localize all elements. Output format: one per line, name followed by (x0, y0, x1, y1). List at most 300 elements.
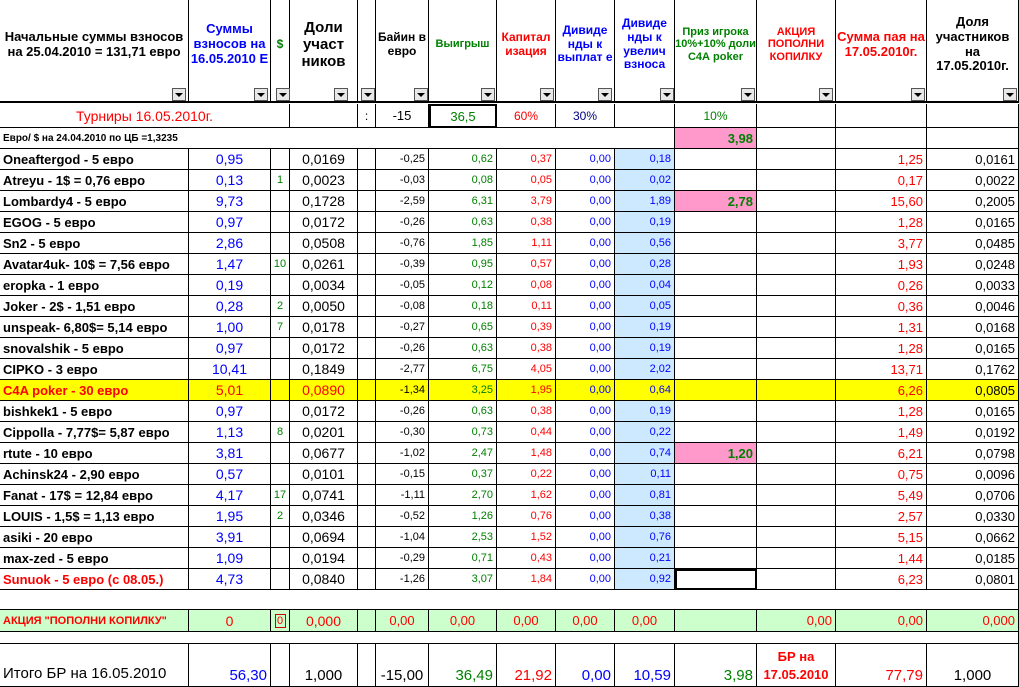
participant-cap[interactable]: 0,38 (497, 212, 556, 233)
participant-name[interactable]: Cippolla - 7,77$= 5,87 евро (0, 422, 189, 443)
participant-share[interactable]: 0,0101 (290, 464, 358, 485)
total-cap[interactable]: 21,92 (497, 644, 556, 687)
participant-divp[interactable]: 0,00 (556, 527, 615, 548)
participant-sum[interactable]: 0,95 (189, 149, 271, 170)
participant-name[interactable]: Achinsk24 - 2,90 евро (0, 464, 189, 485)
participant-name[interactable]: C4A poker - 30 евро (0, 380, 189, 401)
participant-sum[interactable]: 2,86 (189, 233, 271, 254)
participant-win[interactable]: 0,12 (429, 275, 497, 296)
participant-prize[interactable] (675, 380, 757, 401)
action-row-pay[interactable]: 0,00 (836, 610, 927, 632)
participant-cap[interactable]: 1,52 (497, 527, 556, 548)
participant-cap[interactable]: 1,84 (497, 569, 556, 590)
participant-nshare[interactable]: 0,0096 (927, 464, 1019, 485)
participant-nshare[interactable]: 0,0165 (927, 212, 1019, 233)
participant-divi[interactable]: 0,19 (615, 317, 675, 338)
participant-name[interactable]: EGOG - 5 евро (0, 212, 189, 233)
participant-nshare[interactable]: 0,0165 (927, 338, 1019, 359)
participant-divi[interactable]: 0,92 (615, 569, 675, 590)
participant-pay[interactable]: 1,28 (836, 338, 927, 359)
participant-sum[interactable]: 0,97 (189, 338, 271, 359)
participant-prize[interactable] (675, 170, 757, 191)
participant-divi[interactable]: 0,81 (615, 485, 675, 506)
participant-divp[interactable]: 0,00 (556, 359, 615, 380)
participant-win[interactable]: 2,47 (429, 443, 497, 464)
participant-prize[interactable] (675, 149, 757, 170)
participant-win[interactable]: 1,26 (429, 506, 497, 527)
participant-usd[interactable] (271, 548, 290, 569)
participant-divi[interactable]: 0,18 (615, 149, 675, 170)
participant-divi[interactable]: 0,05 (615, 296, 675, 317)
participant-sum[interactable]: 1,13 (189, 422, 271, 443)
participant-sum[interactable]: 4,17 (189, 485, 271, 506)
participant-divp[interactable]: 0,00 (556, 191, 615, 212)
action-row-action[interactable]: 0,00 (757, 610, 836, 632)
participant-win[interactable]: 0,95 (429, 254, 497, 275)
participant-nshare[interactable]: 0,0248 (927, 254, 1019, 275)
total-divp[interactable]: 0,00 (556, 644, 615, 687)
participant-pay[interactable]: 2,57 (836, 506, 927, 527)
participant-prize[interactable] (675, 401, 757, 422)
usd-filter-dropdown-button[interactable] (276, 88, 290, 101)
participant-divi[interactable]: 2,02 (615, 359, 675, 380)
total-sum[interactable]: 56,30 (189, 644, 271, 687)
participant-buyin[interactable]: -0,25 (376, 149, 429, 170)
participant-prize[interactable]: 2,78 (675, 191, 757, 212)
divp-filter-dropdown-button[interactable] (598, 88, 612, 101)
participant-action[interactable] (757, 254, 836, 275)
participant-usd[interactable]: 2 (271, 506, 290, 527)
participant-divi[interactable]: 0,22 (615, 422, 675, 443)
participant-divi[interactable]: 0,02 (615, 170, 675, 191)
participant-sum[interactable]: 1,95 (189, 506, 271, 527)
sum-filter-dropdown-button[interactable] (254, 88, 268, 101)
participant-action[interactable] (757, 380, 836, 401)
participant-sum[interactable]: 0,57 (189, 464, 271, 485)
participant-win[interactable]: 3,07 (429, 569, 497, 590)
participant-win[interactable]: 6,31 (429, 191, 497, 212)
participant-win[interactable]: 0,73 (429, 422, 497, 443)
participant-pay[interactable]: 15,60 (836, 191, 927, 212)
participant-pay[interactable]: 13,71 (836, 359, 927, 380)
participant-name[interactable]: Joker - 2$ - 1,51 евро (0, 296, 189, 317)
participant-prize[interactable] (675, 485, 757, 506)
participant-action[interactable] (757, 485, 836, 506)
total-win[interactable]: 36,49 (429, 644, 497, 687)
participant-nshare[interactable]: 0,0798 (927, 443, 1019, 464)
participant-action[interactable] (757, 422, 836, 443)
pay-filter-dropdown-button[interactable] (911, 88, 925, 101)
participant-name[interactable]: bishkek1 - 5 евро (0, 401, 189, 422)
participant-action[interactable] (757, 233, 836, 254)
participant-prize[interactable] (675, 527, 757, 548)
participant-share[interactable]: 0,0023 (290, 170, 358, 191)
participant-prize[interactable] (675, 464, 757, 485)
participant-buyin[interactable]: -2,59 (376, 191, 429, 212)
participant-divi[interactable]: 1,89 (615, 191, 675, 212)
participant-usd[interactable] (271, 149, 290, 170)
participant-win[interactable]: 2,53 (429, 527, 497, 548)
participant-pay[interactable]: 1,25 (836, 149, 927, 170)
participant-usd[interactable] (271, 443, 290, 464)
participant-cap[interactable]: 0,22 (497, 464, 556, 485)
participant-name[interactable]: max-zed - 5 евро (0, 548, 189, 569)
participant-usd[interactable]: 17 (271, 485, 290, 506)
share-filter-dropdown-button[interactable] (334, 88, 348, 101)
action-row-share[interactable]: 0,000 (290, 610, 358, 632)
participant-cap[interactable]: 0,44 (497, 422, 556, 443)
participant-prize[interactable] (675, 296, 757, 317)
participant-usd[interactable]: 2 (271, 296, 290, 317)
participant-name[interactable]: unspeak- 6,80$= 5,14 евро (0, 317, 189, 338)
participant-buyin[interactable]: -1,34 (376, 380, 429, 401)
participant-buyin[interactable]: -1,02 (376, 443, 429, 464)
participant-nshare[interactable]: 0,0805 (927, 380, 1019, 401)
participant-share[interactable]: 0,0172 (290, 401, 358, 422)
total-pay[interactable]: 77,79 (836, 644, 927, 687)
participant-name[interactable]: CIPKO - 3 евро (0, 359, 189, 380)
participant-cap[interactable]: 0,38 (497, 401, 556, 422)
participant-sum[interactable]: 3,81 (189, 443, 271, 464)
participant-divi[interactable]: 0,11 (615, 464, 675, 485)
participant-win[interactable]: 0,08 (429, 170, 497, 191)
participant-win[interactable]: 0,63 (429, 401, 497, 422)
participant-prize[interactable] (675, 338, 757, 359)
participant-divi[interactable]: 0,21 (615, 548, 675, 569)
participant-pay[interactable]: 1,93 (836, 254, 927, 275)
participant-usd[interactable]: 10 (271, 254, 290, 275)
participant-divi[interactable]: 0,56 (615, 233, 675, 254)
participant-sum[interactable]: 3,91 (189, 527, 271, 548)
participant-win[interactable]: 2,70 (429, 485, 497, 506)
participant-divp[interactable]: 0,00 (556, 212, 615, 233)
participant-divi[interactable]: 0,19 (615, 338, 675, 359)
participant-nshare[interactable]: 0,2005 (927, 191, 1019, 212)
participant-prize[interactable] (675, 254, 757, 275)
participant-divp[interactable]: 0,00 (556, 380, 615, 401)
participant-usd[interactable] (271, 527, 290, 548)
participant-share[interactable]: 0,0694 (290, 527, 358, 548)
participant-pay[interactable]: 6,26 (836, 380, 927, 401)
participant-nshare[interactable]: 0,0185 (927, 548, 1019, 569)
participant-usd[interactable]: 7 (271, 317, 290, 338)
participant-cap[interactable]: 0,05 (497, 170, 556, 191)
participant-win[interactable]: 0,62 (429, 149, 497, 170)
participant-prize[interactable] (675, 548, 757, 569)
participant-prize[interactable]: 1,20 (675, 443, 757, 464)
participant-name[interactable]: LOUIS - 1,5$ = 1,13 евро (0, 506, 189, 527)
participant-cap[interactable]: 1,62 (497, 485, 556, 506)
participant-sum[interactable]: 1,47 (189, 254, 271, 275)
participant-share[interactable]: 0,0890 (290, 380, 358, 401)
participant-win[interactable]: 0,65 (429, 317, 497, 338)
participant-usd[interactable] (271, 275, 290, 296)
participant-name[interactable]: snovalshik - 5 евро (0, 338, 189, 359)
participant-share[interactable]: 0,0261 (290, 254, 358, 275)
total-buyin[interactable]: -15,00 (376, 644, 429, 687)
participant-pay[interactable]: 1,28 (836, 212, 927, 233)
participant-divp[interactable]: 0,00 (556, 464, 615, 485)
participant-cap[interactable]: 0,76 (497, 506, 556, 527)
participant-share[interactable]: 0,0172 (290, 338, 358, 359)
participant-action[interactable] (757, 170, 836, 191)
participant-usd[interactable] (271, 233, 290, 254)
participant-name[interactable]: Lombardy4 - 5 евро (0, 191, 189, 212)
participant-buyin[interactable]: -0,29 (376, 548, 429, 569)
participant-action[interactable] (757, 527, 836, 548)
participant-cap[interactable]: 4,05 (497, 359, 556, 380)
participant-name[interactable]: asiki - 20 евро (0, 527, 189, 548)
participant-cap[interactable]: 0,11 (497, 296, 556, 317)
participant-share[interactable]: 0,1849 (290, 359, 358, 380)
participant-cap[interactable]: 0,38 (497, 338, 556, 359)
action-row-divi[interactable]: 0,00 (615, 610, 675, 632)
participant-action[interactable] (757, 401, 836, 422)
participant-nshare[interactable]: 0,0161 (927, 149, 1019, 170)
participant-pay[interactable]: 1,49 (836, 422, 927, 443)
participant-usd[interactable] (271, 380, 290, 401)
participant-buyin[interactable]: -2,77 (376, 359, 429, 380)
participant-win[interactable]: 1,85 (429, 233, 497, 254)
participant-divp[interactable]: 0,00 (556, 569, 615, 590)
participant-pay[interactable]: 5,49 (836, 485, 927, 506)
participant-usd[interactable] (271, 464, 290, 485)
participant-buyin[interactable]: -0,39 (376, 254, 429, 275)
participant-prize[interactable] (675, 506, 757, 527)
participant-name[interactable]: rtute - 10 евро (0, 443, 189, 464)
nshare-filter-dropdown-button[interactable] (1003, 88, 1017, 101)
participant-pay[interactable]: 0,75 (836, 464, 927, 485)
participant-share[interactable]: 0,0194 (290, 548, 358, 569)
participant-usd[interactable]: 8 (271, 422, 290, 443)
participant-sum[interactable]: 4,73 (189, 569, 271, 590)
participant-action[interactable] (757, 212, 836, 233)
gap-filter-dropdown-button[interactable] (361, 88, 375, 101)
participant-win[interactable]: 0,37 (429, 464, 497, 485)
participant-share[interactable]: 0,0677 (290, 443, 358, 464)
participant-divi[interactable]: 0,76 (615, 527, 675, 548)
name-filter-dropdown-button[interactable] (172, 88, 186, 101)
participant-action[interactable] (757, 359, 836, 380)
total-nshare[interactable]: 1,000 (927, 644, 1019, 687)
participant-sum[interactable]: 0,13 (189, 170, 271, 191)
participant-buyin[interactable]: -1,26 (376, 569, 429, 590)
participant-sum[interactable]: 0,28 (189, 296, 271, 317)
participant-sum[interactable]: 1,09 (189, 548, 271, 569)
participant-usd[interactable]: 1 (271, 170, 290, 191)
participant-sum[interactable]: 10,41 (189, 359, 271, 380)
participant-cap[interactable]: 0,43 (497, 548, 556, 569)
participant-cap[interactable]: 0,39 (497, 317, 556, 338)
participant-nshare[interactable]: 0,0165 (927, 401, 1019, 422)
participant-share[interactable]: 0,0172 (290, 212, 358, 233)
participant-pay[interactable]: 3,77 (836, 233, 927, 254)
participant-action[interactable] (757, 275, 836, 296)
action-row-divp[interactable]: 0,00 (556, 610, 615, 632)
participant-divi[interactable]: 0,74 (615, 443, 675, 464)
participant-share[interactable]: 0,0346 (290, 506, 358, 527)
action-row-usd[interactable]: 0 (271, 610, 290, 632)
participant-divp[interactable]: 0,00 (556, 233, 615, 254)
participant-cap[interactable]: 1,95 (497, 380, 556, 401)
participant-share[interactable]: 0,0034 (290, 275, 358, 296)
action-filter-dropdown-button[interactable] (819, 88, 833, 101)
participant-action[interactable] (757, 569, 836, 590)
participant-prize[interactable] (675, 359, 757, 380)
participant-pay[interactable]: 0,36 (836, 296, 927, 317)
participant-action[interactable] (757, 464, 836, 485)
participant-divp[interactable]: 0,00 (556, 485, 615, 506)
participant-pay[interactable]: 1,28 (836, 401, 927, 422)
participant-action[interactable] (757, 149, 836, 170)
participant-cap[interactable]: 3,79 (497, 191, 556, 212)
participant-nshare[interactable]: 0,0485 (927, 233, 1019, 254)
total-prize[interactable]: 3,98 (675, 644, 757, 687)
participant-name[interactable]: Sn2 - 5 евро (0, 233, 189, 254)
participant-name[interactable]: Atreyu - 1$ = 0,76 евро (0, 170, 189, 191)
participant-usd[interactable] (271, 338, 290, 359)
participant-action[interactable] (757, 317, 836, 338)
participant-buyin[interactable]: -0,26 (376, 401, 429, 422)
participant-pay[interactable]: 1,31 (836, 317, 927, 338)
participant-divi[interactable]: 0,28 (615, 254, 675, 275)
participant-cap[interactable]: 1,11 (497, 233, 556, 254)
participant-buyin[interactable]: -0,26 (376, 212, 429, 233)
participant-pay[interactable]: 5,15 (836, 527, 927, 548)
participant-divi[interactable]: 0,19 (615, 401, 675, 422)
participant-pay[interactable]: 6,21 (836, 443, 927, 464)
participant-nshare[interactable]: 0,0033 (927, 275, 1019, 296)
participant-cap[interactable]: 0,08 (497, 275, 556, 296)
prize-filter-dropdown-button[interactable] (741, 88, 755, 101)
participant-sum[interactable]: 0,97 (189, 212, 271, 233)
participant-usd[interactable] (271, 212, 290, 233)
participant-prize[interactable] (675, 275, 757, 296)
participant-divp[interactable]: 0,00 (556, 422, 615, 443)
participant-nshare[interactable]: 0,1762 (927, 359, 1019, 380)
participant-divi[interactable]: 0,04 (615, 275, 675, 296)
participant-nshare[interactable]: 0,0192 (927, 422, 1019, 443)
participant-prize[interactable] (675, 317, 757, 338)
participant-nshare[interactable]: 0,0168 (927, 317, 1019, 338)
participant-nshare[interactable]: 0,0801 (927, 569, 1019, 590)
participant-divp[interactable]: 0,00 (556, 275, 615, 296)
participant-name[interactable]: eropka - 1 евро (0, 275, 189, 296)
participant-usd[interactable] (271, 359, 290, 380)
action-row-buyin[interactable]: 0,00 (376, 610, 429, 632)
participant-divp[interactable]: 0,00 (556, 170, 615, 191)
buyin-filter-dropdown-button[interactable] (414, 88, 428, 101)
participant-prize[interactable] (675, 233, 757, 254)
participant-prize[interactable] (675, 212, 757, 233)
participant-win[interactable]: 3,25 (429, 380, 497, 401)
total-divi[interactable]: 10,59 (615, 644, 675, 687)
participant-divi[interactable]: 0,38 (615, 506, 675, 527)
participant-usd[interactable] (271, 569, 290, 590)
participant-nshare[interactable]: 0,0046 (927, 296, 1019, 317)
participant-cap[interactable]: 1,48 (497, 443, 556, 464)
participant-action[interactable] (757, 296, 836, 317)
participant-divp[interactable]: 0,00 (556, 296, 615, 317)
participant-divp[interactable]: 0,00 (556, 506, 615, 527)
action-row-nshare[interactable]: 0,000 (927, 610, 1019, 632)
participant-cap[interactable]: 0,57 (497, 254, 556, 275)
participant-action[interactable] (757, 443, 836, 464)
participant-divi[interactable]: 0,64 (615, 380, 675, 401)
participant-divp[interactable]: 0,00 (556, 443, 615, 464)
action-row-sum[interactable]: 0 (189, 610, 271, 632)
participant-action[interactable] (757, 506, 836, 527)
participant-buyin[interactable]: -0,05 (376, 275, 429, 296)
action-row-cap[interactable]: 0,00 (497, 610, 556, 632)
action-row-win[interactable]: 0,00 (429, 610, 497, 632)
participant-sum[interactable]: 0,19 (189, 275, 271, 296)
participant-buyin[interactable]: -0,27 (376, 317, 429, 338)
participant-cap[interactable]: 0,37 (497, 149, 556, 170)
cap-filter-dropdown-button[interactable] (540, 88, 554, 101)
participant-sum[interactable]: 1,00 (189, 317, 271, 338)
participant-nshare[interactable]: 0,0662 (927, 527, 1019, 548)
total-action[interactable]: БР на 17.05.2010 (757, 644, 836, 687)
participant-usd[interactable] (271, 401, 290, 422)
participant-win[interactable]: 6,75 (429, 359, 497, 380)
win-filter-dropdown-button[interactable] (481, 88, 495, 101)
participant-action[interactable] (757, 338, 836, 359)
participant-share[interactable]: 0,0178 (290, 317, 358, 338)
participant-buyin[interactable]: -0,76 (376, 233, 429, 254)
participant-name[interactable]: Oneaftergod - 5 евро (0, 149, 189, 170)
participant-divp[interactable]: 0,00 (556, 401, 615, 422)
participant-share[interactable]: 0,0508 (290, 233, 358, 254)
participant-share[interactable]: 0,1728 (290, 191, 358, 212)
participant-share[interactable]: 0,0050 (290, 296, 358, 317)
participant-buyin[interactable]: -0,26 (376, 338, 429, 359)
participant-win[interactable]: 0,71 (429, 548, 497, 569)
participant-name[interactable]: Fanat - 17$ = 12,84 евро (0, 485, 189, 506)
participant-divp[interactable]: 0,00 (556, 149, 615, 170)
participant-sum[interactable]: 0,97 (189, 401, 271, 422)
participant-pay[interactable]: 0,17 (836, 170, 927, 191)
total-share[interactable]: 1,000 (290, 644, 358, 687)
participant-buyin[interactable]: -0,52 (376, 506, 429, 527)
participant-buyin[interactable]: -0,15 (376, 464, 429, 485)
participant-name[interactable]: Avatar4uk- 10$ = 7,56 евро (0, 254, 189, 275)
participant-nshare[interactable]: 0,0330 (927, 506, 1019, 527)
participant-sum[interactable]: 9,73 (189, 191, 271, 212)
participant-win[interactable]: 0,63 (429, 212, 497, 233)
participant-action[interactable] (757, 191, 836, 212)
participant-share[interactable]: 0,0741 (290, 485, 358, 506)
participant-share[interactable]: 0,0201 (290, 422, 358, 443)
participant-nshare[interactable]: 0,0706 (927, 485, 1019, 506)
participant-buyin[interactable]: -0,03 (376, 170, 429, 191)
participant-prize[interactable] (675, 422, 757, 443)
participant-divp[interactable]: 0,00 (556, 338, 615, 359)
participant-pay[interactable]: 0,26 (836, 275, 927, 296)
participant-action[interactable] (757, 548, 836, 569)
participant-divp[interactable]: 0,00 (556, 317, 615, 338)
participant-divp[interactable]: 0,00 (556, 254, 615, 275)
participant-buyin[interactable]: -0,30 (376, 422, 429, 443)
participant-prize[interactable] (675, 569, 757, 590)
participant-sum[interactable]: 5,01 (189, 380, 271, 401)
participant-divp[interactable]: 0,00 (556, 548, 615, 569)
participant-win[interactable]: 0,63 (429, 338, 497, 359)
total-label[interactable]: Итого БР на 16.05.2010 (0, 644, 189, 687)
participant-share[interactable]: 0,0840 (290, 569, 358, 590)
participant-name[interactable]: Sunuok - 5 евро (с 08.05.) (0, 569, 189, 590)
divi-filter-dropdown-button[interactable] (660, 88, 674, 101)
